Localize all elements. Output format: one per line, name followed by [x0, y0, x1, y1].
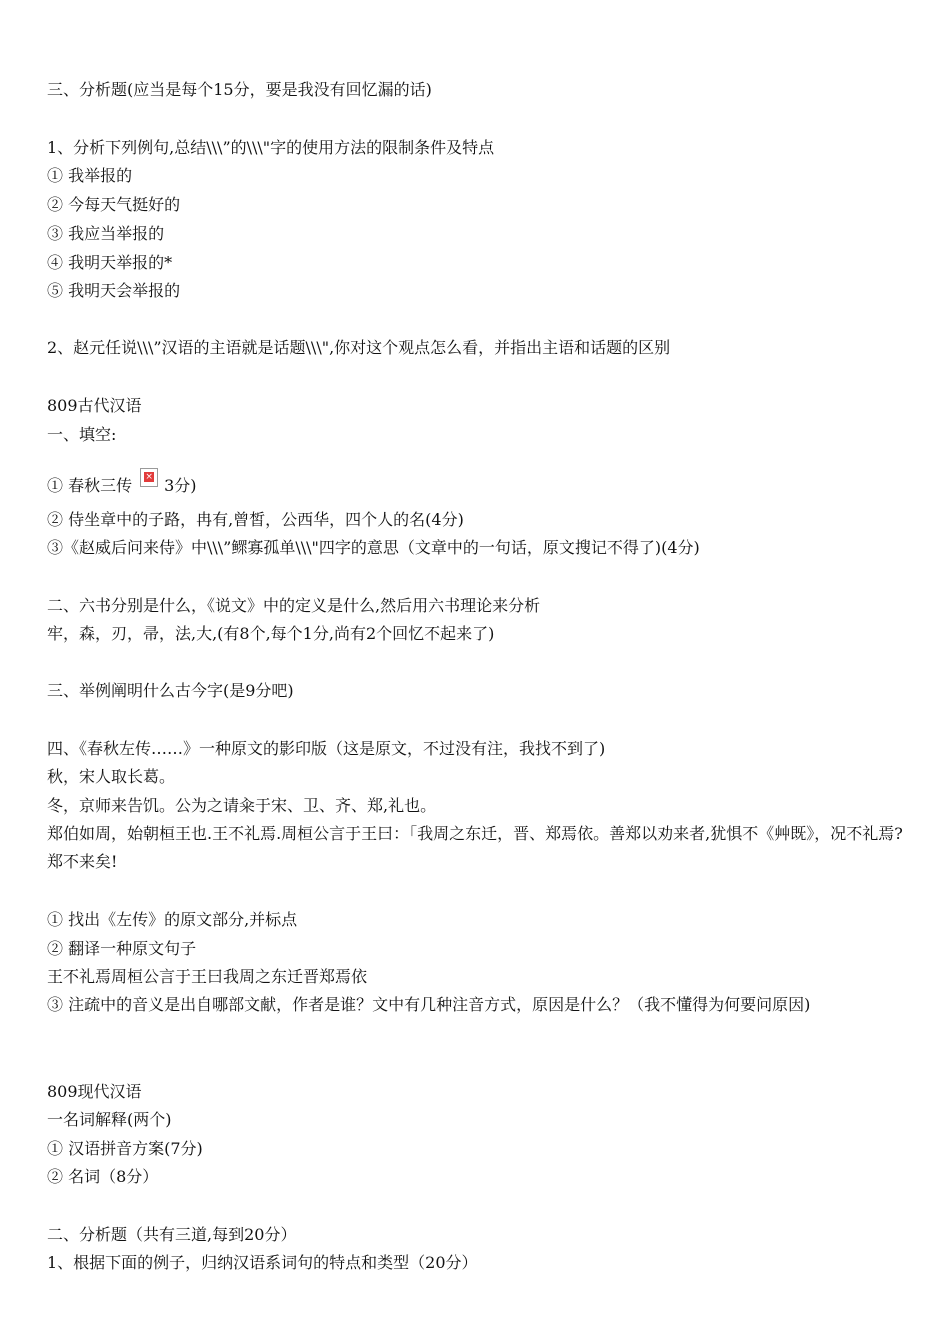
example-item: ④ 我明天举报的*: [47, 253, 173, 272]
section-heading: 三、分析题(应当是每个15分，要是我没有回忆漏的话): [47, 80, 432, 99]
section-heading: 四、《春秋左传……》一种原文的影印版（这是原文，不过没有注，我找不到了): [47, 739, 606, 758]
example-item: ⑤ 我明天会举报的: [47, 281, 181, 300]
question-item: ③ 注疏中的音义是出自哪部文献，作者是谁？文中有几种注音方式，原因是什么？（我不懂得为何要问原因): [47, 995, 811, 1014]
source-text: 冬，京师来告饥。公为之请籴于宋、卫、齐、郑,礼也。: [47, 796, 437, 815]
section-heading: 二、分析题（共有三道,每到20分）: [47, 1225, 297, 1244]
question-text: 牢，森，刃，帚，法,大,(有8个,每个1分,尚有2个回忆不起来了): [47, 624, 495, 643]
source-text: 郑伯如周，始朝桓王也.王不礼焉.周桓公言于王曰：「我周之东迁，晋、郑焉依。善郑以劝来者,犹惧不《艸既》，况不礼焉?郑不来矣!: [47, 824, 903, 871]
exam-title: 809古代汉语: [47, 396, 142, 415]
source-text: 王不礼焉周桓公言于王曰我周之东迁晋郑焉依: [47, 967, 368, 986]
question-text: 1、根据下面的例子，归纳汉语系词句的特点和类型（20分）: [47, 1253, 478, 1272]
fill-item: ② 侍坐章中的子路，冉有,曾皙，公西华，四个人的名(4分): [47, 510, 464, 529]
fill-item: [47, 474, 197, 494]
question-item: ② 翻译一种原文句子: [47, 939, 197, 958]
term-item: ① 汉语拼音方案(7分): [47, 1139, 203, 1158]
example-item: ② 今每天气挺好的: [47, 195, 181, 214]
section-heading: 二、六书分别是什么，《说文》中的定义是什么,然后用六书理论来分析: [47, 596, 541, 615]
source-text: 秋，宋人取长葛。: [47, 767, 176, 786]
question-text: 1、分析下列例句,总结\\\”的\\\"字的使用方法的限制条件及特点: [47, 138, 495, 157]
fill-item-text: ① 春秋三传: [47, 476, 133, 495]
section-heading: 一名词解释(两个): [47, 1110, 172, 1129]
broken-image-icon: ×: [140, 468, 158, 487]
example-item: ① 我举报的: [47, 166, 133, 185]
example-item: ③ 我应当举报的: [47, 224, 165, 243]
exam-title: 809现代汉语: [47, 1082, 142, 1101]
section-heading: 一、填空:: [47, 425, 117, 444]
fill-item: ③《赵威后问来侍》中\\\”鳏寡孤单\\\"四字的意思（文章中的一句话，原文搜记不得了)(4分): [47, 538, 700, 557]
question-text: 2、赵元任说\\\”汉语的主语就是话题\\\",你对这个观点怎么看，并指出主语和话题的区别: [47, 338, 671, 357]
question-item: ① 找出《左传》的原文部分,并标点: [47, 910, 298, 929]
section-heading: 三、举例阐明什么古今字(是9分吧): [47, 681, 294, 700]
fill-item-score: 3分): [164, 476, 197, 495]
term-item: ② 名词（8分）: [47, 1167, 159, 1186]
